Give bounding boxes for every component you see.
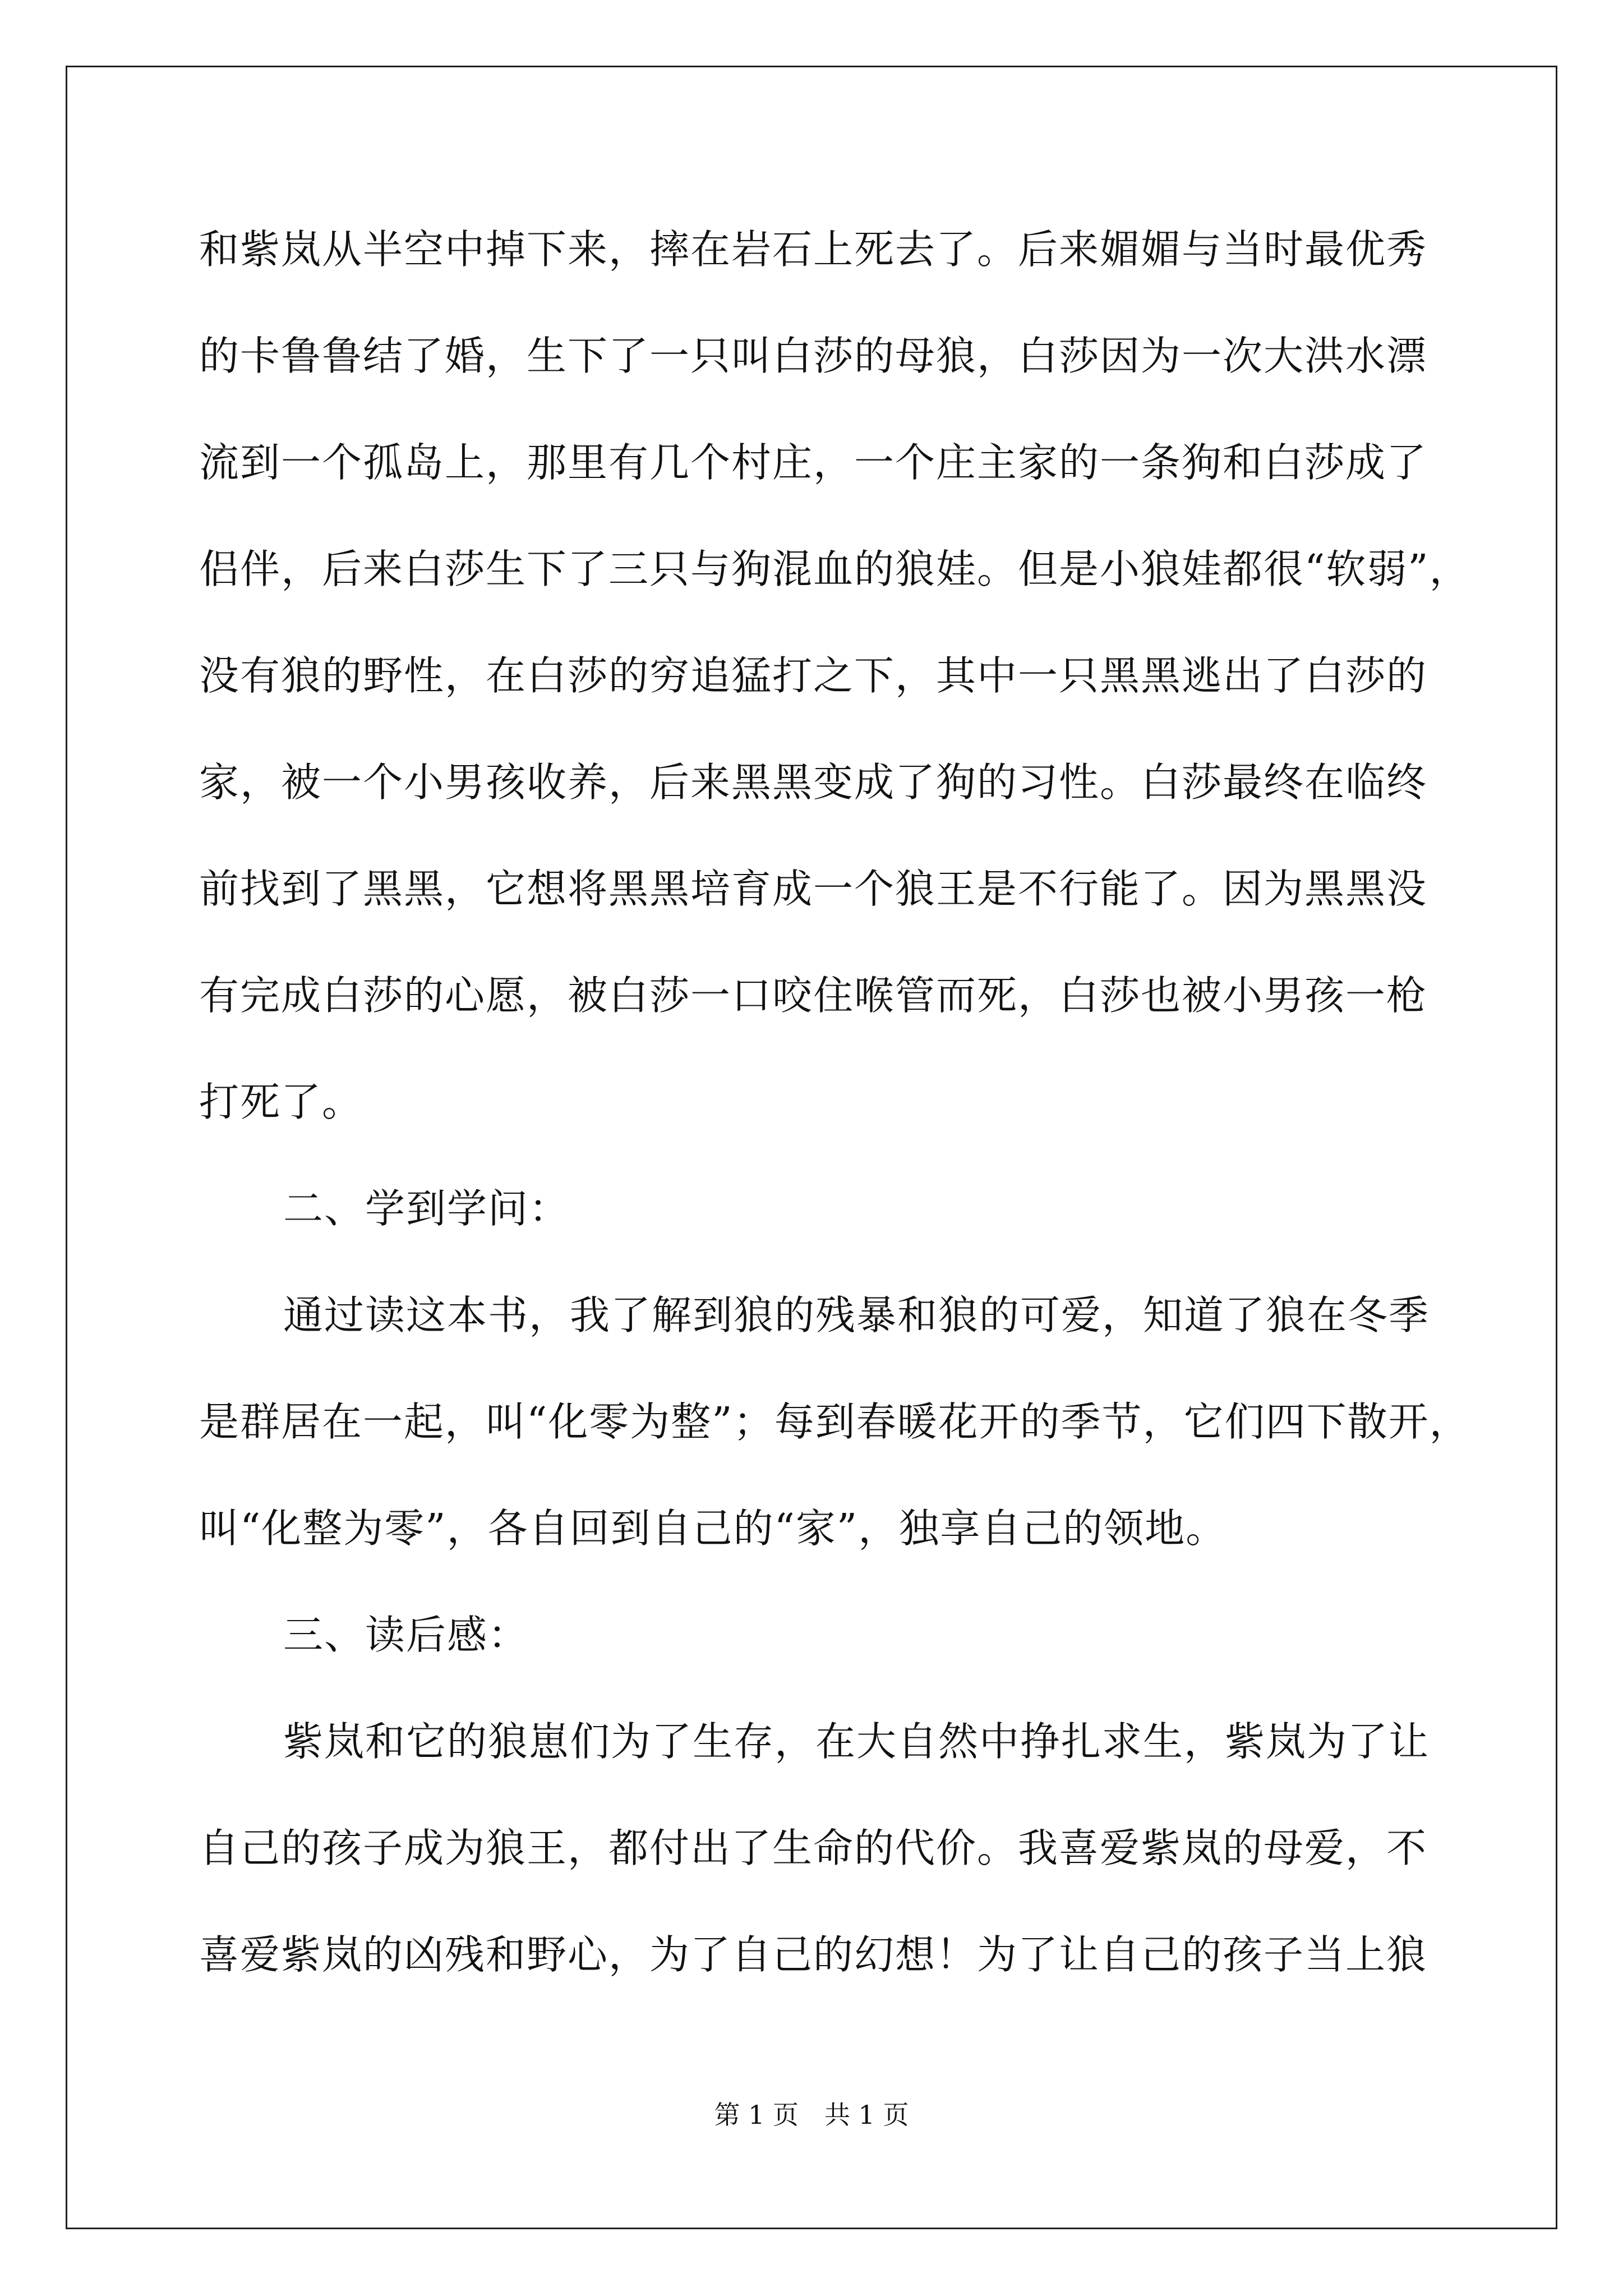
body-text-line-4: 侣伴，后来白莎生下了三只与狗混血的狼娃。但是小狼娃都很“软弱”， — [199, 546, 1470, 592]
section-heading-2: 二、学到学问： — [283, 1185, 570, 1232]
body-text-line-5: 没有狼的野性，在白莎的穷追猛打之下，其中一只黑黑逃出了白莎的 — [199, 652, 1428, 699]
page-border — [66, 66, 1557, 2229]
body-text-line-9: 打死了。 — [199, 1079, 363, 1125]
page-footer: 第 1 页 共 1 页 — [714, 2100, 909, 2130]
body-text-line-13: 紫岚和它的狼崽们为了生存，在大自然中挣扎求生，紫岚为了让 — [283, 1718, 1430, 1765]
body-text-line-6: 家，被一个小男孩收养，后来黑黑变成了狗的习性。白莎最终在临终 — [199, 759, 1428, 806]
body-text-line-14: 自己的孩子成为狼王，都付出了生命的代价。我喜爱紫岚的母爱，不 — [199, 1825, 1428, 1871]
section-heading-3: 三、读后感： — [283, 1612, 529, 1658]
body-text-line-8: 有完成白莎的心愿，被白莎一口咬住喉管而死，白莎也被小男孩一枪 — [199, 972, 1428, 1019]
body-text-line-12: 叫“化整为零”，各自回到自己的“家”，独享自己的领地。 — [199, 1505, 1227, 1552]
body-text-line-3: 流到一个孤岛上，那里有几个村庄，一个庄主家的一条狗和白莎成了 — [199, 439, 1428, 486]
body-text-line-11: 是群居在一起，叫“化零为整”；每到春暖花开的季节，它们四下散开， — [199, 1398, 1470, 1445]
body-text-line-1: 和紫岚从半空中掉下来，摔在岩石上死去了。后来媚媚与当时最优秀 — [199, 226, 1428, 273]
body-text-line-15: 喜爱紫岚的凶残和野心，为了自己的幻想！为了让自己的孩子当上狼 — [199, 1931, 1428, 1978]
body-text-line-10: 通过读这本书，我了解到狼的残暴和狼的可爱，知道了狼在冬季 — [283, 1292, 1430, 1338]
body-text-line-7: 前找到了黑黑，它想将黑黑培育成一个狼王是不行能了。因为黑黑没 — [199, 866, 1428, 912]
body-text-line-2: 的卡鲁鲁结了婚，生下了一只叫白莎的母狼，白莎因为一次大洪水漂 — [199, 333, 1428, 379]
